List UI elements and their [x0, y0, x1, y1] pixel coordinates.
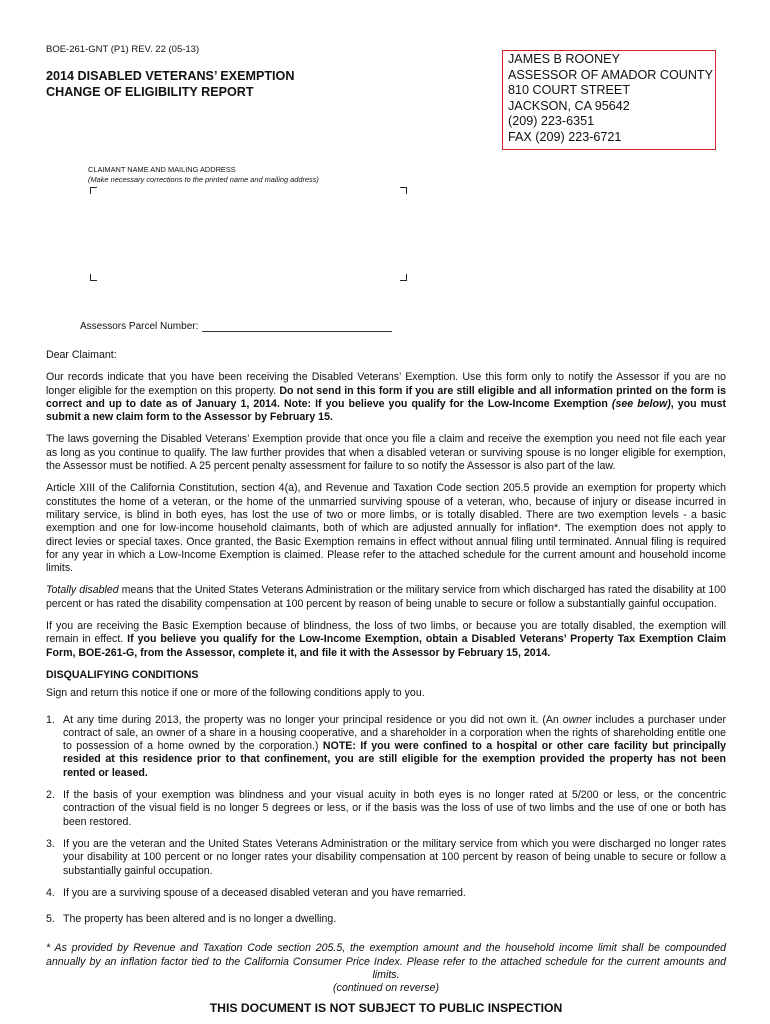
apn-field[interactable] — [202, 320, 392, 332]
address-window-corner-top-right — [400, 187, 407, 194]
address-window-corner-top-left — [90, 187, 97, 194]
claimant-note: (Make necessary corrections to the printed name and mailing address) — [88, 174, 319, 184]
public-inspection-notice: THIS DOCUMENT IS NOT SUBJECT TO PUBLIC INSPECTION — [209, 1000, 563, 1015]
condition-text: The property has been altered and is no longer a dwelling. — [63, 913, 337, 926]
condition-item — [46, 887, 726, 900]
letter-body — [46, 349, 726, 1015]
text-run: At any time during 2013, the property was no longer your principal residence or you did not own it. (An — [63, 713, 563, 726]
title-line-1: 2014 DISABLED VETERANS’ EXEMPTION — [46, 69, 295, 83]
condition-number: 4. — [46, 886, 55, 899]
assessors-parcel-number — [80, 320, 392, 332]
condition-number: 2. — [46, 789, 55, 802]
bold-run: NOTE: If you were confined to a hospital or other care facility but principally resided at this residence prior to that confinement, you are still eligible for the exemption provided the property has not been rented or leased. — [63, 740, 727, 779]
condition-number: 5. — [46, 913, 55, 926]
salutation: Dear Claimant: — [46, 349, 117, 361]
italic-run: Totally disabled — [46, 584, 119, 597]
condition-item — [46, 714, 726, 780]
assessor-address-box — [502, 50, 716, 150]
address-window-corner-bottom-left — [90, 274, 97, 281]
disqualifying-intro: Sign and return this notice if one or more of the following conditions apply to you. — [46, 687, 425, 700]
bold-run: , you must submit a new claim form to the Assessor by February 15. — [46, 397, 726, 424]
condition-text: If you are a surviving spouse of a deceased disabled veteran and you have remarried. — [63, 886, 466, 899]
page-title — [46, 68, 294, 100]
condition-text — [63, 714, 726, 780]
italic-run: owner — [562, 713, 592, 726]
claimant-label: CLAIMANT NAME AND MAILING ADDRESS — [88, 165, 236, 174]
address-window-corner-bottom-right — [400, 274, 407, 281]
condition-text: If the basis of your exemption was blindness and your visual acuity in both eyes is no longer rated at 5/200 or less, or the concentric contraction of the visual field is no longer 5 degrees or less, or if the basis was the loss of use of two limbs and the use of one or both has been restored. — [63, 789, 726, 828]
condition-number: 1. — [46, 713, 55, 726]
assessor-line: (209) 223-6351 — [508, 114, 595, 129]
title-line-2: CHANGE OF ELIGIBILITY REPORT — [46, 85, 254, 99]
condition-text: If you are the veteran and the United States Veterans Administration or the military service from which you were discharged no longer rates your disability at 100 percent or no longer rates your disability compensation at 100 percent by reason of being unable to secure or follow a substantially gainful occupation. — [63, 837, 726, 877]
disqualifying-heading: DISQUALIFYING CONDITIONS — [46, 668, 199, 681]
text-run: means that the United States Veterans Administration or the military service from which discharged has rated the disability at 100 percent or has rated the disability compensation at 100 percent by reason of being unable to secure or follow a substantially gainful occupation. — [46, 584, 726, 610]
form-number: BOE-261-GNT (P1) REV. 22 (05-13) — [46, 44, 200, 55]
footnote — [46, 942, 726, 995]
assessor-line: JACKSON, CA 95642 — [508, 98, 630, 113]
paragraph-basic-exemption — [46, 620, 726, 660]
text-run: includes a purchaser under contract of sale, an owner of a share in a housing cooperative, and a shareholder in a corporation when the rights of shareholding entitle one to possession of a home owned by the corporation.) — [63, 713, 726, 753]
bold-run: If you believe you qualify for the Low-Income Exemption, obtain a Disabled Veterans’ Property Tax Exemption Claim Form, BOE-261-G, from the Assessor, complete it, and file it with the Assessor by February 15, 2014. — [46, 633, 726, 659]
assessor-line: FAX (209) 223-6721 — [508, 129, 622, 144]
claimant-address-label — [88, 165, 319, 184]
bold-run: Do not send in this form if you are still eligible and all information printed on the form is correct and up to date as of January 1, 2014. Note: If you believe you qualify for the Low-Income Exemption — [46, 384, 727, 410]
paragraph-laws: The laws governing the Disabled Veterans’ Exemption provide that once you file a claim and receive the exemption you need not file each year as long as you continue to qualify. The law further provides that when a disabled veteran or surviving spouse is no longer eligible for exemption, the Assessor must be notified. A 25 percent penalty assessment for failure to so notify the Assessor is also part of the law. — [46, 433, 726, 473]
paragraph-totally-disabled — [46, 584, 726, 611]
condition-item — [46, 838, 726, 878]
assessor-line: 810 COURT STREET — [508, 83, 631, 98]
assessor-line: JAMES B ROONEY — [508, 52, 620, 66]
footnote-text: * As provided by Revenue and Taxation Code section 205.5, the exemption amount and the household income limit shall be compounded annually by an inflation factor tied to the California Consumer Price Index. Please refer to the attached schedule for the current amounts and limits. — [46, 942, 726, 981]
condition-item — [46, 789, 726, 829]
paragraph-eligibility — [46, 371, 726, 424]
bold-italic-run: (see below) — [611, 397, 671, 410]
text-run: Our records indicate that you have been receiving the Disabled Veterans’ Exemption. Use this form only to notify the Assessor if you are no longer eligible for the exemption on this property. — [46, 371, 726, 397]
assessor-line: ASSESSOR OF AMADOR COUNTY — [508, 67, 714, 82]
paragraph-article: Article XIII of the California Constitution, section 4(a), and Revenue and Taxation Code section 205.5 provide an exemption for property which constitutes the home of a veteran, or the home of the unmarried surviving spouse of a veteran, who, because of injury or disease incurred in military service, is blind in both eyes, has lost the use of two or more limbs, or is totally disabled. There are two exemption levels - a basic exemption and one for low-income household claimants, both of which are adjusted annually for inflation*. The exemption does not apply to direct levies or special taxes. Once granted, the Basic Exemption remains in effect without annual filing until terminated. Annual filing is required for any year in which a Low-Income Exemption is claimed. Please refer to the attached schedule for the current amount and household income limits. — [46, 482, 726, 575]
continued-note: (continued on reverse) — [333, 982, 439, 995]
condition-item — [46, 913, 726, 926]
condition-number: 3. — [46, 837, 55, 850]
apn-label: Assessors Parcel Number: — [80, 321, 199, 332]
text-run: If you are receiving the Basic Exemption because of blindness, the loss of two limbs, or because you are totally disabled, the exemption will remain in effect. — [46, 620, 726, 646]
